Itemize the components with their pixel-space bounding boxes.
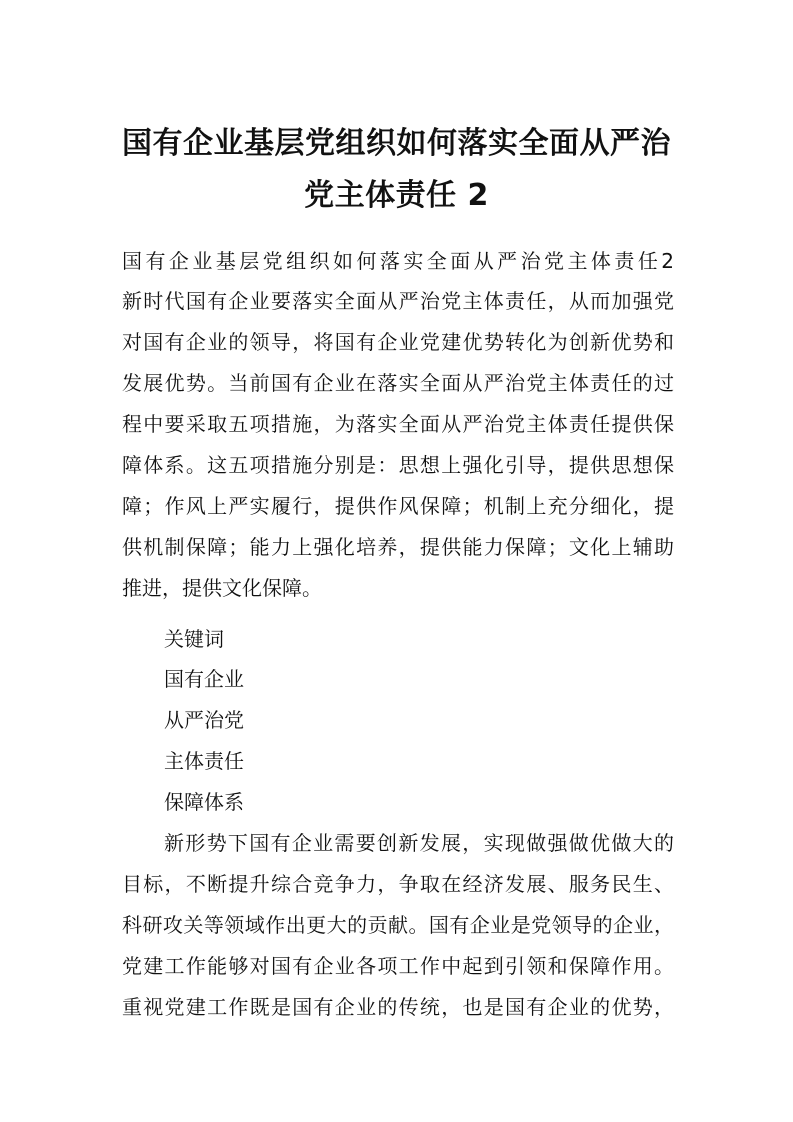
body-line: 党建工作能够对国有企业各项工作中起到引领和保障作用。 xyxy=(122,954,674,978)
abstract-line: 程中要采取五项措施，为落实全面从严治党主体责任提供保 xyxy=(122,412,674,436)
body-line: 科研攻关等领域作出更大的贡献。国有企业是党领导的企业， xyxy=(122,913,674,937)
document-title-line-2: 党主体责任 2 xyxy=(304,178,489,213)
abstract-line: 障；作风上严实履行，提供作风保障；机制上充分细化，提 xyxy=(122,494,674,518)
keyword-item: 主体责任 xyxy=(164,749,244,773)
abstract-line: 国有企业基层党组织如何落实全面从严治党主体责任2 xyxy=(122,249,674,273)
body-line: 重视党建工作既是国有企业的传统，也是国有企业的优势， xyxy=(122,995,674,1019)
body-line: 新形势下国有企业需要创新发展，实现做强做优做大的 xyxy=(164,831,674,855)
abstract-line: 障体系。这五项措施分别是：思想上强化引导，提供思想保 xyxy=(122,453,674,477)
keyword-item: 国有企业 xyxy=(164,667,244,691)
keyword-item: 保障体系 xyxy=(164,790,244,814)
body-line: 目标，不断提升综合竞争力，争取在经济发展、服务民生、 xyxy=(122,872,674,896)
abstract-line: 供机制保障；能力上强化培养，提供能力保障；文化上辅助 xyxy=(122,535,674,559)
abstract-line: 对国有企业的领导，将国有企业党建优势转化为创新优势和 xyxy=(122,330,674,354)
keywords-label: 关键词 xyxy=(164,627,224,651)
keyword-item: 从严治党 xyxy=(164,708,244,732)
abstract-line: 新时代国有企业要落实全面从严治党主体责任，从而加强党 xyxy=(122,289,674,313)
document-title-line-1: 国有企业基层党组织如何落实全面从严治 xyxy=(122,126,671,161)
abstract-line: 发展优势。当前国有企业在落实全面从严治党主体责任的过 xyxy=(122,371,674,395)
abstract-line: 推进，提供文化保障。 xyxy=(122,576,322,600)
